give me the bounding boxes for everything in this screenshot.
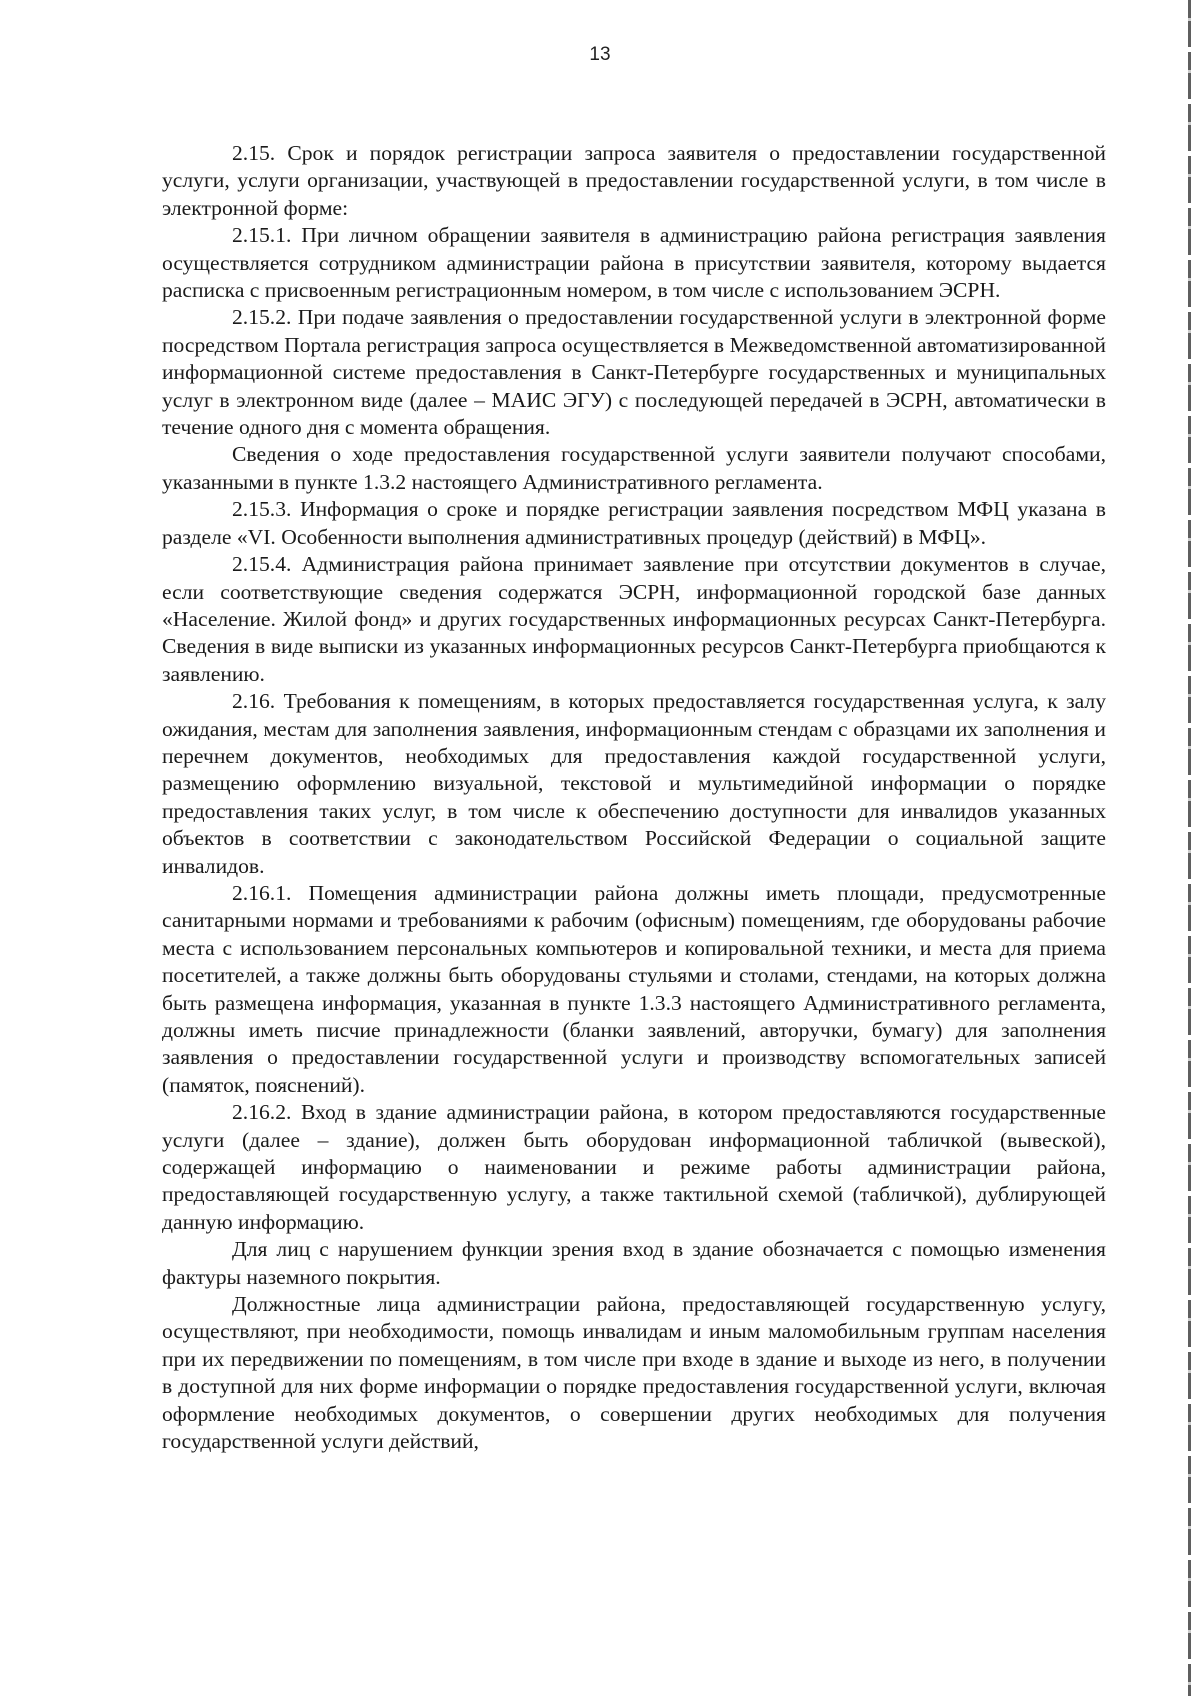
paragraph-2-15-4: 2.15.4. Администрация района принимает заявление при отсутствии документов в случае, если соответствующие сведения содержатся ЭСРН, информационной городской базе данных «Население. Жилой фонд» и других государственных информационных ресурсах Санкт-Петербурга. Сведения в виде выписки из указанных информационных ресурсов Санкт-Петербурга приобщаются к заявлению. [162, 552, 1106, 686]
paragraph-2-15: 2.15. Срок и порядок регистрации запроса заявителя о предоставлении государственной услуги, услуги организации, участвующей в предоставлении государственной услуги, в том числе в электронной форме: [162, 141, 1106, 220]
page-number: 13 [589, 44, 611, 65]
paragraph-2-16-1: 2.16.1. Помещения администрации района должны иметь площади, предусмотренные санитарными нормами и требованиями к рабочим (офисным) помещениям, где оборудованы рабочие места с использованием персональных компьютеров и копировальной техники, и места для приема посетителей, а также должны быть оборудованы стульями и столами, стендами, на которых должна быть размещена информация, указанная в пункте 1.3.3 настоящего Административного регламента, должны иметь писчие принадлежности (бланки заявлений, авторучки, бумагу) для заполнения заявления о предоставлении государственной услуги и производству вспомогательных записей (памяток, пояснений). [162, 880, 1106, 1097]
paragraph-2-16: 2.16. Требования к помещениям, в которых предоставляется государственная услуга, к залу ожидания, местам для заполнения заявления, информационным стендам с образцами их заполнения и перечнем документов, необходимых для предоставления каждой государственной услуги, размещению оформлению визуальной, текстовой и мультимедийной информации о порядке предоставления таких услуг, в том числе к обеспечению доступности для инвалидов указанных объектов в соответствии с законодательством Российской Федерации о социальной защите инвалидов. [162, 689, 1106, 878]
paragraph-vision-impaired: Для лиц с нарушением функции зрения вход в здание обозначается с помощью изменения фактуры наземного покрытия. [162, 1237, 1106, 1289]
paragraph-officials-assistance: Должностные лица администрации района, предоставляющей государственную услугу, осуществляют, при необходимости, помощь инвалидам и иным маломобильным группам населения при их передвижении по помещениям, в том числе при входе в здание и выходе из него, в получении в доступной для них форме информации о порядке предоставления государственной услуги, включая оформление необходимых документов, о совершении других необходимых для получения государственной услуги действий, [162, 1292, 1106, 1454]
scan-edge-line [1188, 0, 1191, 1696]
paragraph-status-info: Сведения о ходе предоставления государственной услуги заявители получают способами, указанными в пункте 1.3.2 настоящего Административного регламента. [162, 442, 1106, 494]
document-body [162, 140, 1106, 1456]
paragraph-2-15-3: 2.15.3. Информация о сроке и порядке регистрации заявления посредством МФЦ указана в разделе «VI. Особенности выполнения административных процедур (действий) в МФЦ». [162, 497, 1106, 549]
paragraph-2-15-2: 2.15.2. При подаче заявления о предоставлении государственной услуги в электронной форме посредством Портала регистрация запроса осуществляется в Межведомственной автоматизированной информационной системе предоставления в Санкт-Петербурге государственных и муниципальных услуг в электронном виде (далее – МАИС ЭГУ) с последующей передачей в ЭСРН, автоматически в течение одного дня с момента обращения. [162, 305, 1106, 440]
paragraph-2-15-1: 2.15.1. При личном обращении заявителя в администрацию района регистрация заявления осуществляется сотрудником администрации района в присутствии заявителя, которому выдается расписка с присвоенным регистрационным номером, в том числе с использованием ЭСРН. [162, 223, 1106, 303]
paragraph-2-16-2: 2.16.2. Вход в здание администрации района, в котором предоставляются государственные услуги (далее – здание), должен быть оборудован информационной табличкой (вывеской), содержащей информацию о наименовании и режиме работы администрации района, предоставляющей государственную услугу, а также тактильной схемой (табличкой), дублирующей данную информацию. [162, 1100, 1106, 1234]
